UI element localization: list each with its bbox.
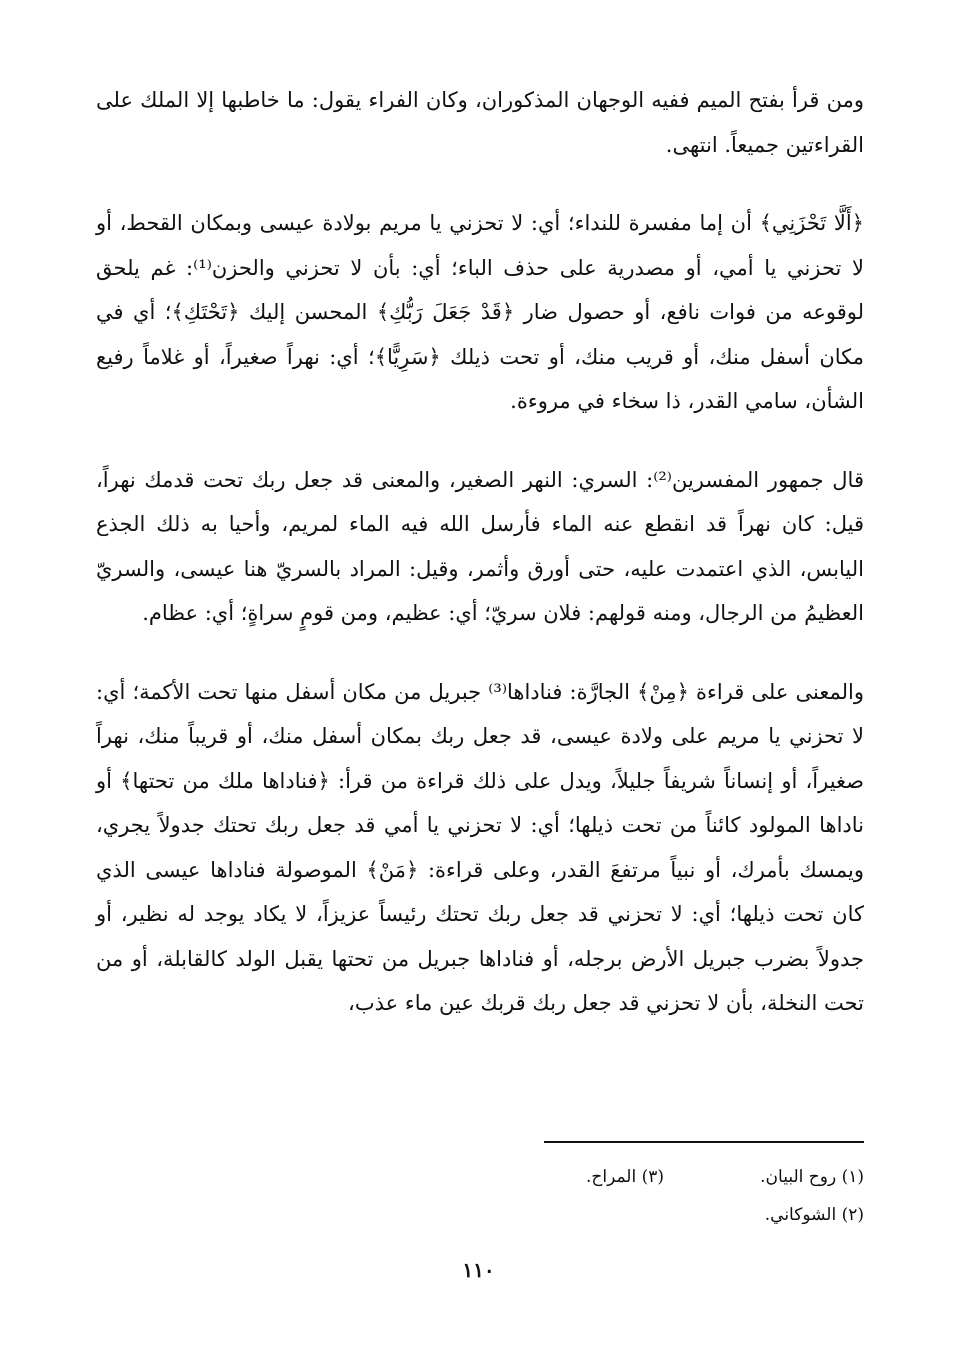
page-number: ١١٠: [462, 1258, 495, 1282]
page-body: [96, 78, 864, 1026]
footnote-3: (٣) المراح.: [585, 1167, 664, 1187]
footnotes: [344, 1158, 864, 1234]
footnote-1: (١) روح البيان.: [760, 1167, 864, 1187]
footnote-row-2: [344, 1196, 864, 1234]
paragraph-1: ومن قرأ بفتح الميم ففيه الوجهان المذكوران، وكان الفراء يقول: ما خاطبها إلا الملك على القراءتين جميعاً. انتهى.: [96, 88, 864, 157]
paragraph-4: والمعنى على قراءة ﴿مِنْ﴾ الجارَّة: فناداها⁽³⁾ جبريل من مكان أسفل منها تحت الأكمة؛ أي: لا تحزني يا مريم على ولادة عيسى، قد جعل ربك بمكان أسفل منك، أو قريباً منك، نهراً صغيراً، أو إنساناً شريفاً جليلاً، ويدل على ذلك قراءة من قرأ: ﴿فناداها ملك من تحتها﴾ أو ناداها المولود كائناً من تحت ذيلها؛ أي: لا تحزني يا أمي قد جعل ربك تحتك جدولاً يجري، ويمسك بأمرك، أو نبياً مرتفعَ القدر، وعلى قراءة: ﴿مَنْ﴾ الموصولة فناداها عيسى الذي كان تحت ذيلها؛ أي: لا تحزني قد جعل ربك تحتك رئيساً عزيزاً، لا يكاد يوجد له نظير، أو جدولاً بضرب جبريل الأرض برجله، أو فناداها جبريل من تحتها يقبل الولد كالقابلة، أو من تحت النخلة، بأن لا تحزني قد جعل ربك قربك عين ماء عذب،: [96, 679, 864, 1015]
paragraph-2: ﴿أَلَّا تَحْزَنِي﴾ أن إما مفسرة للنداء؛ أي: لا تحزني يا مريم بولادة عيسى وبمكان القحط، أو لا تحزني يا أمي، أو مصدرية على حذف الباء؛ أي: بأن لا تحزني والحزن⁽¹⁾: غم يلحق لوقوعه من فوات نافع، أو حصول ضار ﴿قَدْ جَعَلَ رَبُّكِ﴾ المحسن إليك ﴿تَحْتَكِ﴾؛ أي في مكان أسفل منك، أو قريب منك، أو تحت ذيلك ﴿سَرِيًّا﴾؛ أي: نهراً صغيراً، أو غلاماً رفيع الشأن، سامي القدر، ذا سخاء في مروءة.: [96, 211, 864, 413]
paragraph-3: قال جمهور المفسرين⁽²⁾: السري: النهر الصغير، والمعنى قد جعل ربك تحت قدمك نهراً، قيل: كان نهراً قد انقطع عنه الماء فأرسل الله فيه الماء لمريم، وأحيا به ذلك الجذع اليابس، الذي اعتمدت عليه، حتى أورق وأثمر، وقيل: المراد بالسريّ هنا عيسى، والسريّ العظيمُ من الرجال، ومنه قولهم: فلان سريّ؛ أي: عظيم، ومن قومٍ سراةٍ؛ أي: عظام.: [96, 467, 864, 625]
footnote-2: (٢) الشوكاني.: [764, 1205, 864, 1225]
footnote-divider: [544, 1141, 864, 1143]
footnote-row-1: [344, 1158, 864, 1196]
